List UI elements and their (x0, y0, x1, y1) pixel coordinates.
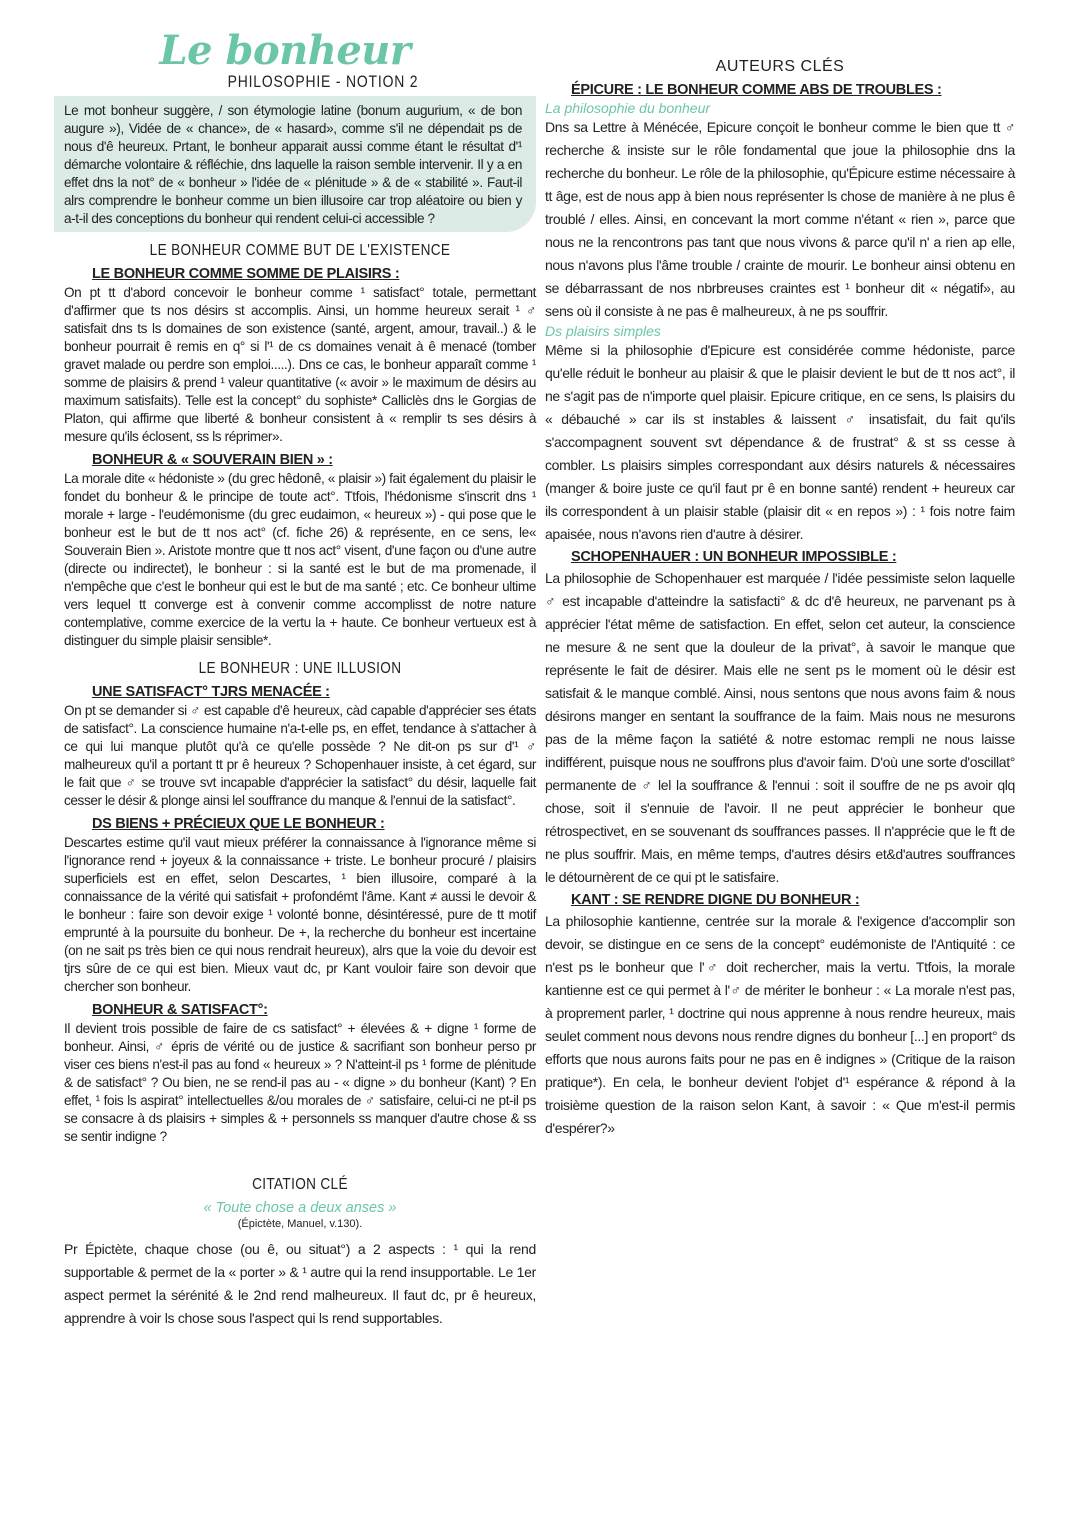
epicure-text-b: Même si la philosophie d'Epicure est considérée comme hédoniste, parce qu'elle réduit le bonheur au plaisir & que le plaisir devient le but de tt nos act°, il ne s'agit pas de n'importe quel plaisir. Epicure critique, en ce sens, ls plaisirs du « débauché » car ils st instables & laissent ♂ insatisfait, du fait qu'ils s'accompagnent souvent svt dépendance & de frustrat° & st ss cesse à combler. Ls plaisirs simples correspondant aux désirs naturels & nécessaires (manger & boire juste ce qu'il faut pr ê en bonne santé) rendent + heureux car ils correspondent à un plaisir stable (plaisir dit « en repos ») : ¹ fois notre faim apaisée, nous n'avons rien d'autre à désirer. (545, 342, 1015, 542)
citation-block (64, 1176, 536, 1330)
section1-sub2-title: BONHEUR & « SOUVERAIN BIEN » : (92, 452, 333, 468)
section1-sub1-text: On pt tt d'abord concevoir le bonheur comme ¹ satisfact° totale, permettant d'affirmer que ts nos désirs st accomplis. Ainsi, un homme heureux serait ¹ ♂ satisfait dns ts ls domaines de son existence (santé, argent, amour, travail..) & le bonheur pourrait ê remis en q° si l'¹ de cs domaines venait à ê menacé (tomber gravet malade ou perdre son emploi.....). Dns ce cas, le bonheur apparaît comme ¹ somme de plaisirs & prend ¹ valeur quantitative (« avoir » le maximum de désirs au maximum satisfaits). Telle est la concept° du sophiste* Calliclès dns le Gorgias de Platon, qui affirme que liberté & bonheur consistent à « remplir ts ses désirs à mesure qu'ils éclosent, ss ls réprimer». (64, 285, 536, 444)
section1-title: LE BONHEUR COMME BUT DE L'EXISTENCE (149, 242, 451, 259)
epicure-title: ÉPICURE : LE BONHEUR COMME ABS DE TROUBLES : (571, 82, 942, 98)
section2-sub2-text: Descartes estime qu'il vaut mieux préférer la connaissance à l'ignorance même si l'ignorance rend + joyeux & la connaissance + triste. Le bonheur procuré / plaisirs superficiels est en effet, selon Descartes, ¹ bien illusoire, comparé à la connaissance de la vérité qui satisfait + profondémt l'âme. Kant ≠ aussi le devoir & le bonheur : faire son devoir exige ¹ volonté bonne, désintéressé, pure de tt motif emprunté à la poursuite du bonheur. De +, la recherche du bonheur est incertaine (on ne sait ps très bien ce qui nous rendrait heureux), alrs que la voie du devoir est tjrs sûre de ce qui est bien. Mieux vaut dc, pr Kant vouloir faire son devoir que chercher son bonheur. (64, 835, 536, 994)
section2-title: LE BONHEUR : UNE ILLUSION (198, 660, 402, 677)
page-title: Le bonheur (159, 27, 411, 74)
citation-source: (Épictète, Manuel, v.130). (237, 1218, 363, 1230)
intro-box (54, 96, 536, 232)
left-column (64, 27, 536, 1330)
citation-explanation: Pr Épictète, chaque chose (ou ê, ou situat°) a 2 aspects : ¹ qui la rend supportable & permet de la « porter » & ¹ autre qui la rend insupportable. Le 1er aspect permet la sérénité & le 2nd rend malheureux. Il faut dc, pr ê heureux, apprendre à voir ls chose sous l'aspect qui ls rend supportables. (64, 1241, 536, 1326)
right-column (545, 58, 1015, 1140)
citation-heading: CITATION CLÉ (252, 1176, 348, 1193)
section2-sub1-text: On pt se demander si ♂ est capable d'ê heureux, càd capable d'apprécier ses états de satisfact°. La conscience humaine n'a-t-elle ps, en effet, tendance à s'attacher à ce qui lui manque plutôt qu'à ce qu'elle possède ? Ne dit-on ps sur d'¹ ♂ malheureux qu'il a portant tt pr ê heureux ? Schopenhauer insiste, à cet égard, sur le fait que ♂ se trouve svt incapable d'apprécier la satisfact° du désir, laquelle fait cesser le désir & plonge ainsi lel souffrance du manque & l'ennui de la satisfact°. (64, 703, 536, 808)
page-subtitle: PHILOSOPHIE - NOTION 2 (227, 72, 419, 91)
epicure-subheading-a: La philosophie du bonheur (545, 100, 711, 116)
section2-sub1-title: UNE SATISFACT° TJRS MENACÉE : (92, 684, 330, 700)
section2-sub3-title: BONHEUR & SATISFACT°: (92, 1002, 268, 1018)
section1-sub2-text: La morale dite « hédoniste » (du grec hêdonê, « plaisir ») fait également du plaisir le fondet du bonheur & le principe de toute act°. Ttfois, l'hédonisme s'inscrit dns ¹ morale + large - l'eudémonisme (du grec eudaimon, « heureux ») - qui pose que le bonheur est le but de tt nos act° (cf. fiche 26) & représente, en ce sens, le« Souverain Bien ». Aristote montre que tt nos act° visent, d'une façon ou d'une autre (directe ou indirectet), le bonheur : si la santé est le but de ma promenade, il n'empêche que c'est le bonheur qui est le but de ma santé ; etc. Ce bonheur ultime vers lequel tt converge est à convenir comme accomplisst de notre nature contemplative, comme exercice de la vertu la + haute. Ce bonheur vertueux est à distinguer du simple plaisir sensible*. (64, 471, 536, 648)
kant-title: KANT : SE RENDRE DIGNE DU BONHEUR : (571, 892, 860, 908)
section1-sub1-title: LE BONHEUR COMME SOMME DE PLAISIRS : (92, 266, 400, 282)
section2-sub3-text: Il devient trois possible de faire de cs satisfact° + élevées & + digne ¹ forme de bonheur. Ainsi, ♂ épris de vérité ou de justice & sacrifiant son bonheur perso pr viser ces biens n'est-il pas au fond « heureux » ? N'atteint-il ps ¹ forme de plénitude & de satisfact° ? Ou bien, ne se rend-il pas au - « digne » du bonheur (Kant) ? En effet, ¹ fois ls aspirat° intellectuelles &/ou morales de ♂ satisfaire, celui-ci ne pt-il ps se consacre à ds plaisirs + simples & + personnels ss manquer d'autre chose & ss se sentir indigne ? (64, 1021, 536, 1144)
epicure-subheading-b: Ds plaisirs simples (545, 323, 661, 339)
intro-text: Le mot bonheur suggère, / son étymologie latine (bonum augurium, « de bon augure »), Vidée de « chance», de « hasard», comme s'il ne dépendait ps de nous d'ê heureux. Prtant, le bonheur apparait aussi comme étant le résultat d'¹ démarche volontaire & réfléchie, dns laquelle la raison semble intervenir. Il y a en effet dns la not° de « bonheur » l'idée de « plénitude » & de « stabilité ». Faut-il alrs comprendre le bonheur comme un bien illusoire car trop aléatoire ou bien y a-t-il des conceptions du bonheur qui rendent celui-ci accessible ? (64, 103, 522, 226)
section2-sub2-title: DS BIENS + PRÉCIEUX QUE LE BONHEUR : (92, 816, 385, 832)
citation-quote: « Toute chose a deux anses » (203, 1200, 397, 1216)
auteurs-heading: AUTEURS CLÉS (715, 58, 845, 75)
kant-text: La philosophie kantienne, centrée sur la morale & l'exigence d'accomplir son devoir, se distingue en ce sens de la concept° eudémoniste de l'Antiquité : ce n'est ps le bonheur que l'♂ doit rechercher, mais la vertu. Ttfois, la morale kantienne est ce qui permet à l'♂ de mériter le bonheur : « La morale n'est pas, à proprement parler, ¹ doctrine qui nous apprenne à nous rendre heureux, mais seulet comment nous devons nous rendre dignes du bonheur [...] en proport° ds efforts que nous aurons faits pour ne pas en ê indignes » (Critique de la raison pratique*). En cela, le bonheur devient l'objet d'¹ espérance & répond à la troisième question de la raison selon Kant, à savoir : « Que m'est-il permis d'espérer?» (545, 913, 1015, 1136)
schopenhauer-title: SCHOPENHAUER : UN BONHEUR IMPOSSIBLE : (571, 549, 897, 565)
epicure-text-a: Dns sa Lettre à Ménécée, Epicure conçoit le bonheur comme le bien que tt ♂ recherche & insiste sur le rôle fondamental que joue la philosophie dns la recherche du bonheur. Le rôle de la philosophie, qu'Épicure estime nécessaire à tt âge, est de nous app à bien nous représenter ls chose de manière à ne plus ê troublé / elles. Ainsi, en concevant la mort comme n'étant « rien », parce que nous ne la rencontrons pas tant que nous vivons & parce qu'il n' a rien ap elle, nous n'avons plus l'âme trouble / crainte de mourir. Le bonheur ainsi obtenu en se débarrassant de nos nbrbreuses craintes est ¹ bonheur dit « négatif», au sens où il consiste à ne pas ê malheureux, à ne ps souffrir. (545, 119, 1016, 319)
schopenhauer-text: La philosophie de Schopenhauer est marquée / l'idée pessimiste selon laquelle ♂ est incapable d'atteindre la satisfacti° & dc d'ê heureux, ne parvenant ps à apprécier l'état même de satisfaction. En effet, selon cet auteur, la conscience ne mesure & ne sent que la douleur de la privat°, à savoir le manque que représente le fait de désirer. Mais elle ne sent ps le moment où le désir est satisfait & le manque comblé. Ainsi, nous sentons que nous avons faim & nous désirons manger en sentant la souffrance de la faim. Mais nous ne mesurons pas de la même façon la satiété & notre estomac rempli ne nous laisse indifférent, puisque nous ne souffrons plus d'avoir faim. D'où une sorte d'oscillat° permanente de ♂ lel la souffrance & l'ennui : soit il souffre de ne ps avoir qlq chose, soit il s'ennuie de l'avoir. Il ne peut apprécier le bonheur que rétrospectivet, en se souvenant ds souffrances passes. Il n'apprécie que le ft de ne plus souffrir. Mais, en même temps, d'autres désirs et&d'autres souffrances le détournèrent de ce qui pt le satisfaire. (545, 570, 1015, 885)
